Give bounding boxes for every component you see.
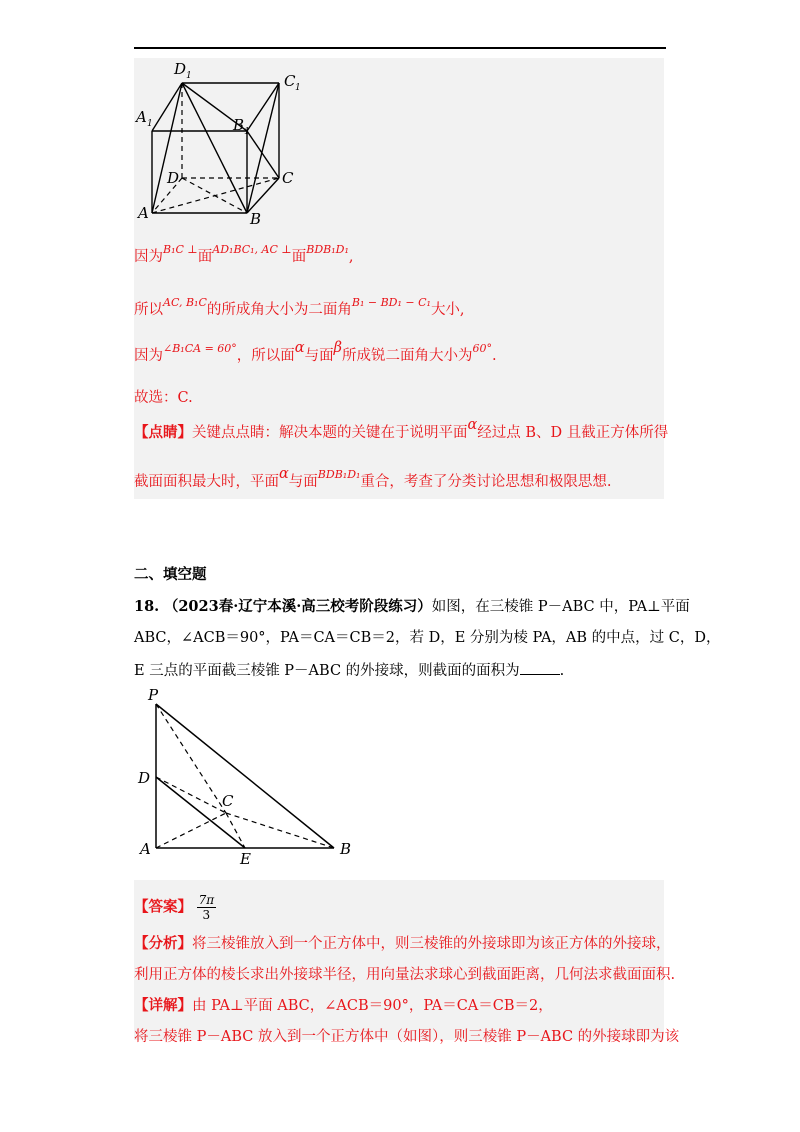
pyramid-figure [134, 686, 364, 866]
answer-line: 【答案】 $\frac{7\pi}{3}$ [134, 893, 215, 922]
label-d: D [138, 769, 151, 787]
section-title: 二、填空题 [134, 566, 207, 583]
solution-line-3: 因为$^{\angle B_1CA = 60^\circ}$，所以面α与面β所成锐二面角大小为$^{60^\circ}$. [134, 340, 497, 364]
label-a1-sub: 1 [147, 119, 153, 129]
label-c1: C [284, 72, 296, 90]
label-c: C [222, 792, 234, 810]
detail-line-2: 将三棱锥 P－ABC 放入到一个正方体中（如图），则三棱锥 P－ABC 的外接球即为该 [134, 1029, 680, 1045]
solution-line-1: 因为$^{B_1C \perp}$面$^{AD_1BC_1, AC \perp}$面$^{BDB_1D_1}$, [134, 243, 354, 265]
q18-line-3: E 三点的平面截三棱锥 P－ABC 的外接球，则截面的面积为 . [134, 660, 564, 681]
solution-line-2: 所以$^{AC, B_1C}$的所成角大小为二面角$^{B_1 - BD_1 - C_1}$大小, [134, 296, 465, 318]
label-d: D [167, 169, 180, 187]
label-a: A [140, 840, 151, 858]
label-a1: A [136, 108, 147, 126]
label-d1-sub: 1 [186, 71, 192, 81]
label-b1: B [233, 116, 245, 134]
solution-line-6: 截面面积最大时，平面α与面$^{BDB_1D_1}$重合，考查了分类讨论思想和极限思想. [134, 466, 612, 490]
detail-line-1: 【详解】由 PA⊥平面 ABC，∠ACB＝90°，PA＝CA＝CB＝2， [134, 997, 553, 1014]
label-b: B [340, 840, 352, 858]
answer-fraction: $\frac{7\pi}{3}$ [198, 893, 215, 922]
label-e: E [240, 850, 251, 866]
label-a: A [138, 204, 149, 222]
solution-line-4: 故选：C. [134, 390, 193, 406]
label-c: C [282, 169, 294, 187]
label-b1-sub: 1 [244, 127, 250, 137]
answer-blank [520, 660, 560, 675]
label-d1: D [174, 60, 187, 78]
analysis-line-2: 利用正方体的棱长求出外接球半径，用向量法求球心到截面距离，几何法求截面面积. [134, 967, 676, 983]
cube-figure [134, 58, 314, 228]
q18-line-1: 18. （2023春·辽宁本溪·高三校考阶段练习）如图，在三棱锥 P－ABC 中，PA⊥平面 [134, 598, 690, 615]
solution-line-5: 【点睛】关键点点睛：解决本题的关键在于说明平面α经过点 B、D 且截正方体所得 [134, 417, 669, 441]
label-p: P [148, 686, 159, 704]
label-c1-sub: 1 [295, 83, 301, 93]
label-b: B [250, 210, 262, 228]
analysis-line-1: 【分析】将三棱锥放入到一个正方体中，则三棱锥的外接球即为该正方体的外接球， [134, 935, 671, 952]
top-rule [134, 47, 666, 49]
q18-line-2: ABC，∠ACB＝90°，PA＝CA＝CB＝2，若 D，E 分别为棱 PA，AB 的中点，过 C，D， [134, 630, 721, 646]
